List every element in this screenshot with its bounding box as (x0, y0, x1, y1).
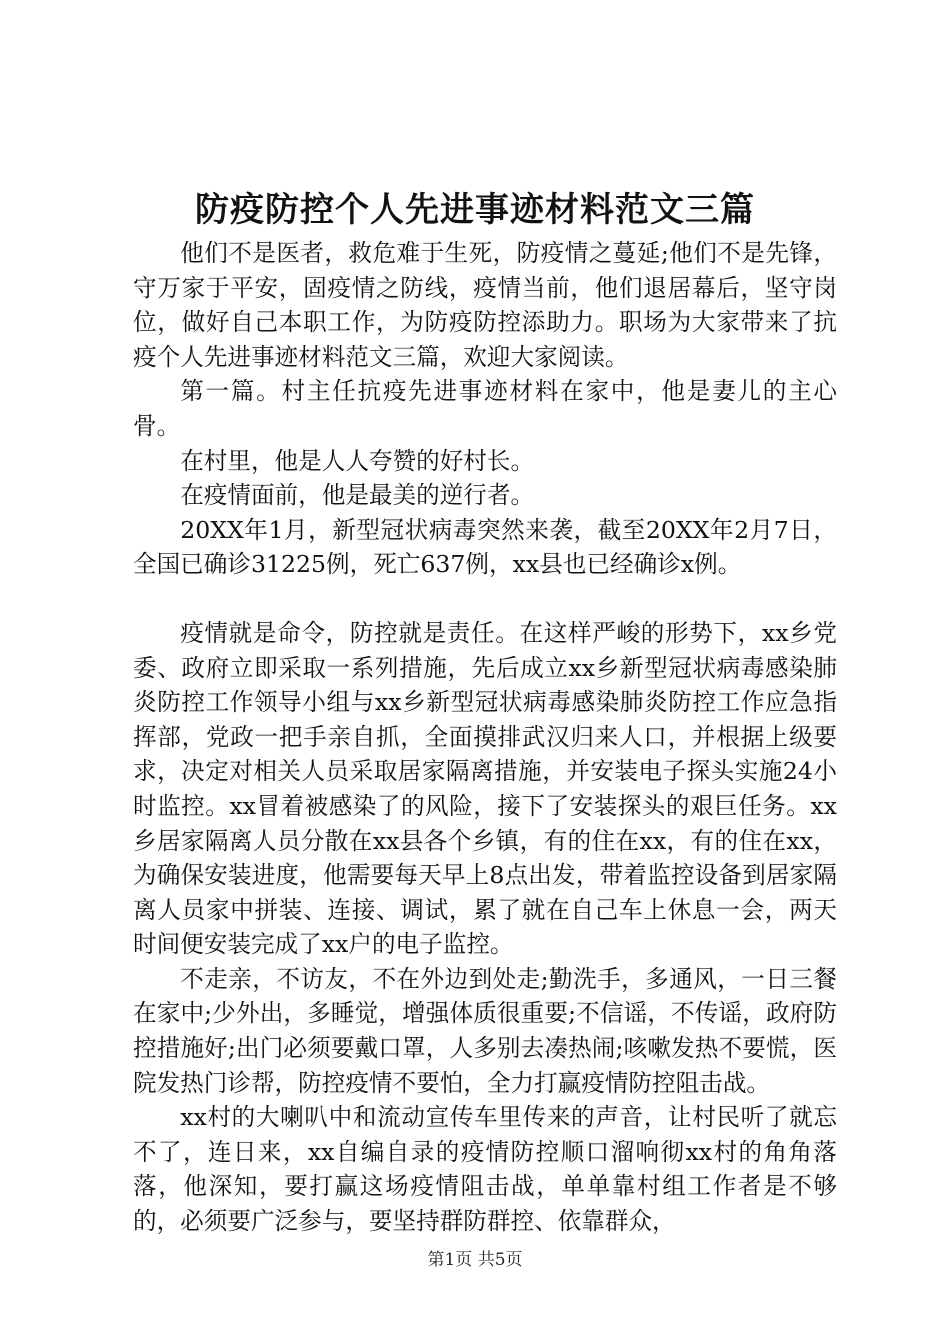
paragraph-chapter-one: 第一篇。村主任抗疫先进事迹材料在家中，他是妻儿的主心骨。 (133, 377, 837, 440)
page-footer: 第1页 共5页 (427, 1250, 523, 1270)
paragraph-measures: 疫情就是命令，防控就是责任。在这样严峻的形势下，xx乡党委、政府立即采取一系列措施，先后成立xx乡新型冠状病毒感染肺炎防控工作领导小组与xx乡新型冠状病毒感染肺炎防控工作应急指挥部，党政一把手亲自抓，全面摸排武汉归来人口，并根据上级要求，决定对相关人员采取居家隔离措施，并安装电子探头实施24小时监控。xx冒着被感染了的风险，接下了安装探头的艰巨任务。xx乡居家隔离人员分散在xx县各个乡镇，有的住在xx，有的住在xx，为确保安装进度，他需要每天早上8点出发，带着监控设备到居家隔离人员家中拼装、连接、调试，累了就在自己车上休息一会，两天时间便安装完成了xx户的电子监控。 (133, 618, 837, 959)
paragraph-intro: 他们不是医者，救危难于生死，防疫情之蔓延;他们不是先锋，守万家于平安，固疫情之防线，疫情当前，他们退居幕后，坚守岗位，做好自己本职工作，为防疫防控添助力。职场为大家带来了抗疫个人先进事迹材料范文三篇，欢迎大家阅读。 (133, 239, 837, 371)
paragraph-retrograde: 在疫情面前，他是最美的逆行者。 (180, 481, 535, 510)
paragraph-village: 在村里，他是人人夸赞的好村长。 (180, 446, 535, 475)
document-body (133, 236, 837, 1239)
document-title: 防疫防控个人先进事迹材料范文三篇 (195, 190, 755, 230)
paragraph-slogan: 不走亲，不访友，不在外边到处走;勤洗手，多通风，一日三餐在家中;少外出，多睡觉，增强体质很重要;不信谣，不传谣，政府防控措施好;出门必须要戴口罩，人多别去凑热闹;咳嗽发热不要慌，医院发热门诊帮，防控疫情不要怕，全力打赢疫情防控阻击战。 (133, 964, 837, 1097)
paragraph-outbreak-stats: 20XX年1月，新型冠状病毒突然来袭，截至20XX年2月7日，全国已确诊31225例，死亡637例，xx县也已经确诊x例。 (133, 515, 837, 579)
paragraph-broadcast: xx村的大喇叭中和流动宣传车里传来的声音，让村民听了就忘不了，连日来，xx自编自录的疫情防控顺口溜响彻xx村的角角落落，他深知，要打赢这场疫情阻击战，单单靠村组工作者是不够的，必须要广泛参与，要坚持群防群控、依靠群众， (133, 1103, 837, 1236)
